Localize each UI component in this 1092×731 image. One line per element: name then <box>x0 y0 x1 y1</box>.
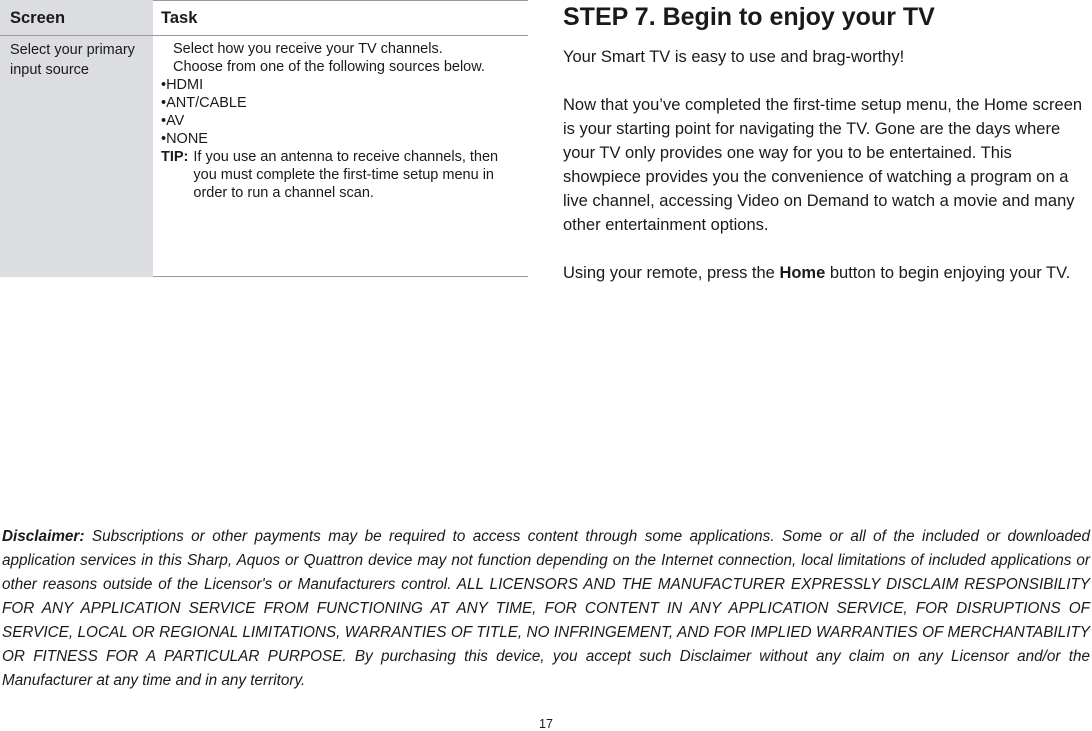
disclaimer-label: Disclaimer: <box>2 528 85 545</box>
source-options-list <box>161 76 526 148</box>
disclaimer-text: Subscriptions or other payments may be required to access content through some applications. Some or all of the included or downloaded application services in this Sharp, Aquos or Quattron device may not function depending on the Internet connection, local limitations of included applications or other reasons outside of the Licensor's or Manufacturers control. ALL LICENSORS AND THE MANUFACTURER EXPRESSLY DISCLAIM RESPONSIBILITY FOR ANY APPLICATION SERVICE FROM FUNCTIONING AT ANY TIME, FOR CONTENT IN ANY APPLICATION SERVICE, FOR DISRUPTIONS OF SERVICE, LOCAL OR REGIONAL LIMITATIONS, WARRANTIES OF TITLE, NO INFRINGEMENT, AND FOR IMPLIED WARRANTIES OF MERCHANTABILITY OR FITNESS FOR A PARTICULAR PURPOSE. By purchasing this device, you accept such Disclaimer without any claim on any Licensor and/or the Manufacturer at any time and in any territory. <box>2 528 1090 689</box>
page-number: 17 <box>539 717 553 731</box>
list-item: • HDMI <box>161 76 526 94</box>
setup-table <box>0 0 528 277</box>
header-screen: Screen <box>10 9 66 27</box>
tip-text: If you use an antenna to receive channels, then you must complete the first-time setup menu in order to run a channel scan. <box>193 149 499 201</box>
para3-before: Using your remote, press the <box>563 264 780 282</box>
step-paragraph-2: Now that you’ve completed the first-time setup menu, the Home screen is your starting point for navigating the TV. Gone are the days where your TV only provides one way for you to be entertained. This showpiece provides you the convenience of watching a program on a live channel, accessing Video on Demand to watch a movie and many other entertainment options. <box>563 96 1083 234</box>
list-item: • ANT/CABLE <box>161 94 526 112</box>
tip-block <box>161 148 526 202</box>
home-button-text: Home <box>779 264 826 282</box>
list-item: • AV <box>161 112 526 130</box>
task-intro-2: Choose from one of the following sources below. <box>173 59 485 75</box>
header-task: Task <box>161 9 198 27</box>
step-paragraph-3 <box>563 261 1088 285</box>
task-intro-1: Select how you receive your TV channels. <box>173 41 443 57</box>
tip-label: TIP: <box>161 149 189 165</box>
list-item: • NONE <box>161 130 526 148</box>
screen-cell: Select your primary input source <box>10 42 135 78</box>
para3-after: button to begin enjoying your TV. <box>825 264 1071 282</box>
table-bottom-rule <box>153 276 528 277</box>
disclaimer <box>2 525 1090 693</box>
step-title: STEP 7. Begin to enjoy your TV <box>563 3 935 31</box>
task-cell <box>161 40 526 202</box>
table-header-row <box>0 0 528 36</box>
step-paragraph-1: Your Smart TV is easy to use and brag-worthy! <box>563 48 905 66</box>
